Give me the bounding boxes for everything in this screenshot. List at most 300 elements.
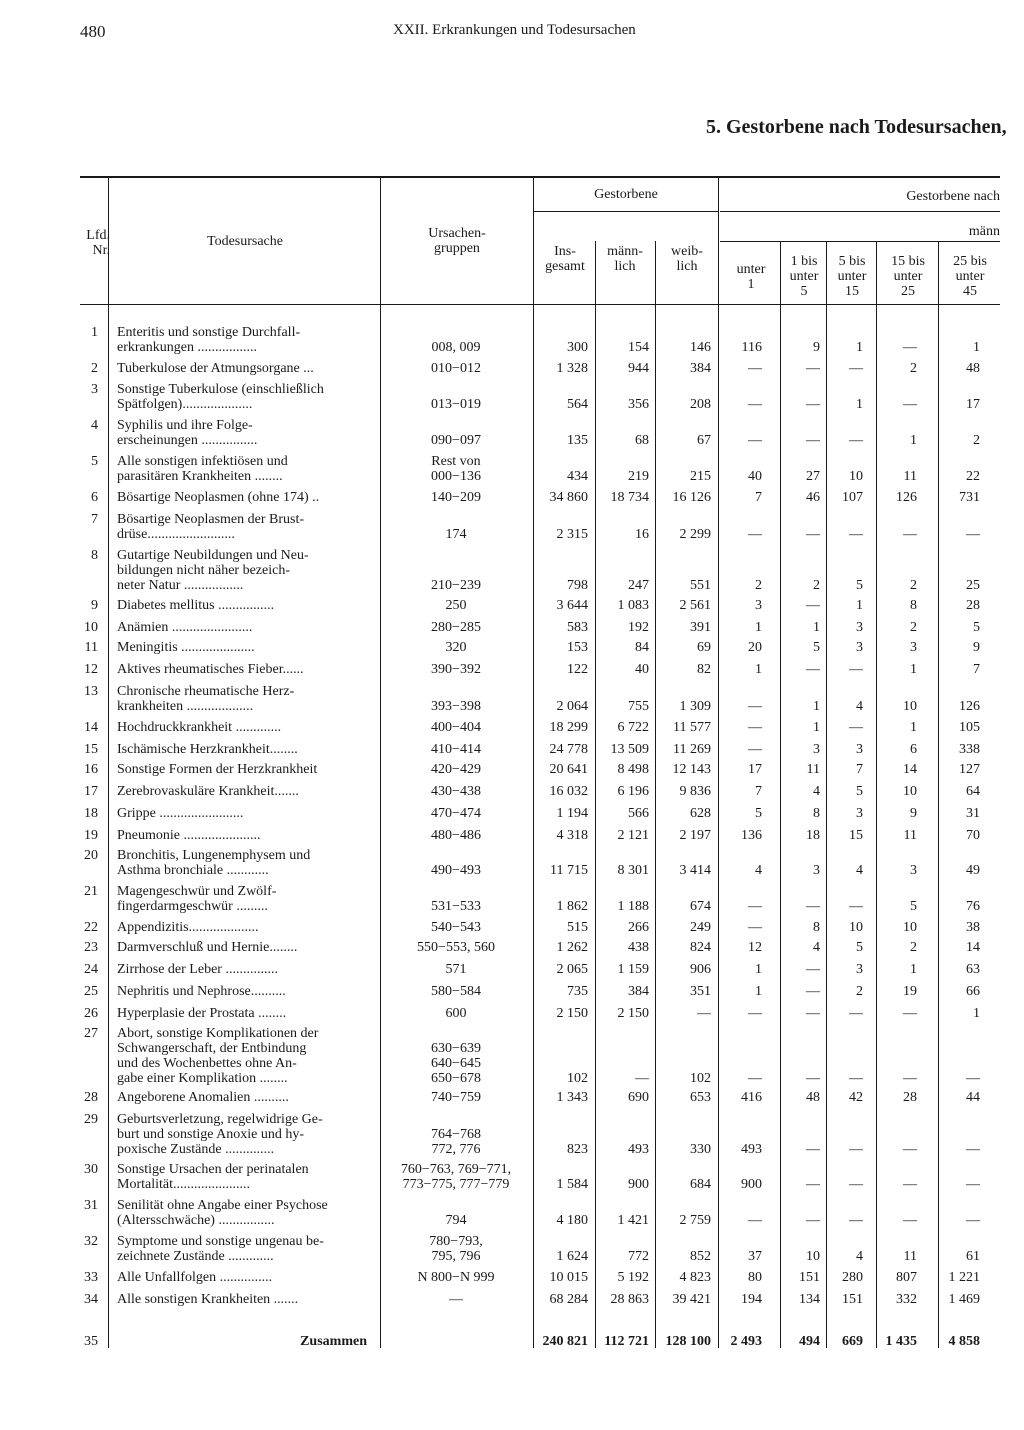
value-cell: 7: [755, 784, 762, 799]
row-number: 7: [91, 512, 98, 527]
cause-group-line: 174: [445, 527, 467, 542]
value-cell: —: [806, 1213, 820, 1228]
cause-group-line: 540−543: [431, 920, 481, 935]
value-cell: 12: [748, 940, 762, 955]
row-number: 12: [84, 662, 98, 677]
value-cell: 126: [959, 699, 980, 714]
cause-group-line: 320: [445, 640, 467, 655]
cause-line: erscheinungen ................: [117, 433, 258, 448]
cause-group-line: 571: [445, 962, 467, 977]
rule-line: [80, 304, 1000, 305]
row-number: 24: [84, 962, 98, 977]
value-cell: 5: [856, 578, 863, 593]
value-cell: 5: [856, 940, 863, 955]
value-cell: —: [806, 1177, 820, 1192]
value-cell: 1 624: [556, 1249, 588, 1264]
cause-group: [386, 578, 526, 593]
value-cell: 391: [690, 620, 711, 635]
cause-line: poxische Zustände ..............: [117, 1142, 275, 1157]
header-age-group: [878, 254, 938, 299]
cause-label: [117, 806, 372, 821]
cause-label: [117, 598, 372, 613]
value-cell: 493: [628, 1142, 649, 1157]
header-gestorbene-nach-line: Gestorbene nach: [906, 189, 1000, 204]
cause-group: [386, 1213, 526, 1228]
cause-label: [117, 1112, 372, 1157]
value-cell: 107: [842, 490, 863, 505]
value-cell: 2: [856, 984, 863, 999]
value-cell: 755: [628, 699, 649, 714]
cause-group: [386, 828, 526, 843]
cause-line: Nephritis und Nephrose..........: [117, 984, 286, 999]
cause-label: [117, 742, 372, 757]
cause-group: [386, 598, 526, 613]
value-cell: 11: [806, 762, 820, 777]
value-cell: 31: [966, 806, 980, 821]
value-cell: —: [748, 433, 762, 448]
value-cell: 11: [903, 469, 917, 484]
value-cell: 1 083: [617, 598, 649, 613]
cause-label: [117, 684, 372, 714]
cause-label: [117, 940, 372, 955]
cause-line: Symptome und sonstige ungenau be-: [117, 1234, 324, 1249]
value-cell: 135: [567, 433, 588, 448]
header-age-group-line: 1: [747, 277, 755, 292]
cause-group-line: 013−019: [431, 397, 481, 412]
value-cell: 824: [690, 940, 711, 955]
cause-label: [117, 828, 372, 843]
cause-label: [117, 1026, 372, 1086]
value-cell: 39 421: [672, 1292, 711, 1307]
cause-line: Grippe ........................: [117, 806, 244, 821]
value-cell: 653: [690, 1090, 711, 1105]
cause-line: und des Wochenbettes ohne An-: [117, 1056, 297, 1071]
cause-group: [386, 1127, 526, 1157]
value-cell: 136: [741, 828, 762, 843]
value-cell: 332: [896, 1292, 917, 1307]
cause-group-line: 090−097: [431, 433, 481, 448]
value-cell: 1 421: [617, 1213, 649, 1228]
row-number: 10: [84, 620, 98, 635]
value-cell: —: [748, 720, 762, 735]
header-age-group-line: unter: [837, 269, 867, 284]
header-age-group: [722, 262, 780, 292]
value-cell: 66: [966, 984, 980, 999]
cause-label: [117, 325, 372, 355]
value-cell: —: [748, 1006, 762, 1021]
value-cell: 69: [697, 640, 711, 655]
value-cell: 154: [628, 340, 649, 355]
value-cell: —: [748, 1213, 762, 1228]
cause-group: [386, 1292, 526, 1307]
value-cell: 2 299: [679, 527, 711, 542]
rule-line: [80, 176, 1000, 178]
row-number: 17: [84, 784, 98, 799]
header-age-group-line: 1 bis: [790, 254, 818, 269]
cause-group: [386, 720, 526, 735]
cause-label: [117, 490, 372, 505]
value-cell: —: [903, 340, 917, 355]
value-cell: 64: [966, 784, 980, 799]
running-head: XXII. Erkrankungen und Todesursachen: [393, 22, 636, 38]
value-cell: 3: [856, 620, 863, 635]
value-cell: —: [849, 1006, 863, 1021]
value-cell: 566: [628, 806, 649, 821]
value-cell: 8 498: [617, 762, 649, 777]
value-cell: —: [966, 1142, 980, 1157]
cause-label: [117, 720, 372, 735]
cause-group-line: 531−533: [431, 899, 481, 914]
value-cell: 2 493: [730, 1334, 762, 1349]
value-cell: 5: [856, 784, 863, 799]
value-cell: 3: [856, 806, 863, 821]
value-cell: 208: [690, 397, 711, 412]
value-cell: —: [903, 1177, 917, 1192]
cause-line: krankheiten ...................: [117, 699, 254, 714]
value-cell: 493: [741, 1142, 762, 1157]
table-title: 5. Gestorbene nach Todesursachen,: [706, 116, 1007, 138]
cause-group: [386, 361, 526, 376]
value-cell: 127: [959, 762, 980, 777]
rule-line: [826, 241, 827, 1348]
cause-line: Sonstige Tuberkulose (einschließlich: [117, 382, 324, 397]
value-cell: 76: [966, 899, 980, 914]
value-cell: 68 284: [549, 1292, 588, 1307]
value-cell: —: [806, 433, 820, 448]
value-cell: 1: [856, 340, 863, 355]
value-cell: 11 269: [673, 742, 711, 757]
value-cell: 3: [910, 640, 917, 655]
value-cell: 22: [966, 469, 980, 484]
value-cell: 280: [842, 1270, 863, 1285]
header-todesursache-line: Todesursache: [207, 234, 283, 249]
cause-line: Hochdruckkrankheit .............: [117, 720, 282, 735]
value-cell: 122: [567, 662, 588, 677]
header-age-group-line: unter: [736, 262, 766, 277]
value-cell: 16 032: [549, 784, 588, 799]
value-cell: 194: [741, 1292, 762, 1307]
value-cell: —: [748, 397, 762, 412]
cause-label: [117, 848, 372, 878]
cause-label: [117, 620, 372, 635]
value-cell: 628: [690, 806, 711, 821]
value-cell: 900: [741, 1177, 762, 1192]
value-cell: —: [849, 527, 863, 542]
value-cell: 4: [856, 699, 863, 714]
cause-line: burt und sonstige Anoxie und hy-: [117, 1127, 305, 1142]
header-age-group-line: 25 bis: [953, 254, 987, 269]
cause-label: [117, 512, 372, 542]
value-cell: 2: [910, 940, 917, 955]
value-cell: —: [806, 984, 820, 999]
header-maenn-line: männ: [968, 224, 1000, 239]
cause-line: Bronchitis, Lungenemphysem und: [117, 848, 311, 863]
row-number: 14: [84, 720, 98, 735]
value-cell: 1: [755, 962, 762, 977]
row-number: 25: [84, 984, 98, 999]
value-cell: —: [966, 527, 980, 542]
value-cell: —: [806, 1142, 820, 1157]
header-age-group-line: 5 bis: [838, 254, 866, 269]
value-cell: 48: [966, 361, 980, 376]
value-cell: —: [966, 1213, 980, 1228]
value-cell: —: [806, 1006, 820, 1021]
value-cell: 5: [910, 899, 917, 914]
value-cell: 9: [910, 806, 917, 821]
value-cell: 2: [755, 578, 762, 593]
value-cell: 4 823: [679, 1270, 711, 1285]
value-cell: 10 015: [549, 1270, 588, 1285]
value-cell: 4: [813, 784, 820, 799]
row-number: 6: [91, 490, 98, 505]
rule-line: [380, 176, 381, 1348]
rule-line: [655, 241, 656, 1348]
header-weiblich-line: weib-: [671, 244, 703, 259]
cause-line: (Altersschwäche) ................: [117, 1213, 275, 1228]
value-cell: 2 759: [679, 1213, 711, 1228]
value-cell: 2 065: [556, 962, 588, 977]
cause-line: Enteritis und sonstige Durchfall-: [117, 325, 301, 340]
cause-line: Spätfolgen)....................: [117, 397, 253, 412]
value-cell: 48: [806, 1090, 820, 1105]
value-cell: 551: [690, 578, 711, 593]
value-cell: 434: [567, 469, 588, 484]
value-cell: 1: [856, 397, 863, 412]
cause-group-line: 490−493: [431, 863, 481, 878]
value-cell: 49: [966, 863, 980, 878]
value-cell: 1: [856, 598, 863, 613]
header-gestorbene-line: Gestorbene: [594, 187, 658, 202]
cause-group: [386, 454, 526, 484]
value-cell: 384: [628, 984, 649, 999]
value-cell: 84: [635, 640, 649, 655]
cause-label: [117, 1090, 372, 1105]
cause-group: [386, 620, 526, 635]
value-cell: 2: [813, 578, 820, 593]
header-age-group-line: 15 bis: [891, 254, 925, 269]
cause-group: [386, 863, 526, 878]
value-cell: 116: [741, 340, 762, 355]
value-cell: 438: [628, 940, 649, 955]
value-cell: —: [806, 962, 820, 977]
value-cell: —: [903, 1213, 917, 1228]
row-number: 26: [84, 1006, 98, 1021]
value-cell: 1 862: [556, 899, 588, 914]
value-cell: 105: [959, 720, 980, 735]
cause-group: [386, 899, 526, 914]
header-age-group-line: 5: [800, 284, 808, 299]
header-lfd-nr: [68, 228, 110, 258]
cause-group-line: 795, 796: [431, 1249, 481, 1264]
value-cell: —: [903, 1142, 917, 1157]
row-number: 8: [91, 548, 98, 563]
value-cell: 900: [628, 1177, 649, 1192]
cause-group: [386, 742, 526, 757]
value-cell: 1: [973, 340, 980, 355]
value-cell: 18 734: [610, 490, 649, 505]
row-number: 4: [91, 418, 98, 433]
value-cell: 731: [959, 490, 980, 505]
value-cell: 14: [966, 940, 980, 955]
value-cell: 515: [567, 920, 588, 935]
value-cell: 690: [628, 1090, 649, 1105]
cause-label: [117, 962, 372, 977]
cause-group-line: N 800−N 999: [417, 1270, 495, 1285]
value-cell: —: [748, 920, 762, 935]
value-cell: 735: [567, 984, 588, 999]
cause-group: [386, 699, 526, 714]
cause-line: zeichnete Zustände .............: [117, 1249, 274, 1264]
cause-group-line: 008, 009: [431, 340, 481, 355]
value-cell: 16: [635, 527, 649, 542]
row-number: 5: [91, 454, 98, 469]
cause-group: [386, 962, 526, 977]
value-cell: 798: [567, 578, 588, 593]
value-cell: 34 860: [549, 490, 588, 505]
cause-group-line: 764−768: [431, 1127, 481, 1142]
value-cell: 3: [755, 598, 762, 613]
value-cell: 63: [966, 962, 980, 977]
value-cell: 9: [973, 640, 980, 655]
value-cell: 674: [690, 899, 711, 914]
value-cell: 4: [856, 1249, 863, 1264]
cause-group-line: 410−414: [431, 742, 481, 757]
row-number: 16: [84, 762, 98, 777]
cause-label: [117, 662, 372, 677]
header-weiblich-line: lich: [676, 259, 698, 274]
rule-line: [534, 211, 718, 212]
value-cell: 1 584: [556, 1177, 588, 1192]
value-cell: —: [748, 899, 762, 914]
value-cell: 44: [966, 1090, 980, 1105]
cause-line: Tuberkulose der Atmungsorgane ...: [117, 361, 314, 376]
value-cell: 564: [567, 397, 588, 412]
value-cell: 46: [806, 490, 820, 505]
cause-label: [117, 1162, 372, 1192]
row-number: 2: [91, 361, 98, 376]
rule-line: [720, 211, 1000, 212]
cause-group-line: 780−793,: [429, 1234, 483, 1249]
value-cell: 2 315: [556, 527, 588, 542]
value-cell: —: [806, 397, 820, 412]
row-number: 20: [84, 848, 98, 863]
row-number: 18: [84, 806, 98, 821]
value-cell: 153: [567, 640, 588, 655]
cause-line: Abort, sonstige Komplikationen der: [117, 1026, 319, 1041]
value-cell: 494: [799, 1334, 820, 1349]
value-cell: —: [903, 1006, 917, 1021]
cause-group: [386, 940, 526, 955]
value-cell: 1: [910, 662, 917, 677]
value-cell: 1: [813, 620, 820, 635]
cause-group-line: 393−398: [431, 699, 481, 714]
cause-group: [386, 433, 526, 448]
value-cell: 112 721: [604, 1334, 649, 1349]
cause-label: [117, 1334, 367, 1349]
value-cell: 24 778: [549, 742, 588, 757]
cause-label: [117, 1292, 372, 1307]
cause-label: [117, 1198, 372, 1228]
header-maenn: [900, 224, 1000, 239]
value-cell: —: [849, 1071, 863, 1086]
value-cell: 9 836: [679, 784, 711, 799]
value-cell: 3: [813, 742, 820, 757]
value-cell: 3 414: [679, 863, 711, 878]
value-cell: 102: [567, 1071, 588, 1086]
value-cell: 807: [896, 1270, 917, 1285]
value-cell: 151: [799, 1270, 820, 1285]
header-insgesamt: [536, 244, 594, 274]
header-insgesamt-line: Ins-: [554, 244, 576, 259]
value-cell: 28 863: [610, 1292, 649, 1307]
cause-group-line: 550−553, 560: [417, 940, 495, 955]
value-cell: 12 143: [672, 762, 711, 777]
rule-line: [720, 241, 1000, 242]
cause-group: [386, 640, 526, 655]
cause-group-line: 760−763, 769−771,: [400, 1162, 512, 1177]
row-number: 9: [91, 598, 98, 613]
value-cell: —: [903, 1071, 917, 1086]
cause-group: [386, 762, 526, 777]
cause-group: [386, 397, 526, 412]
cause-label: [117, 1270, 372, 1285]
value-cell: 10: [903, 699, 917, 714]
value-cell: 1: [755, 620, 762, 635]
value-cell: 5: [813, 640, 820, 655]
value-cell: —: [748, 742, 762, 757]
value-cell: 3: [813, 863, 820, 878]
value-cell: —: [849, 1142, 863, 1157]
value-cell: 7: [856, 762, 863, 777]
row-number: 33: [84, 1270, 98, 1285]
value-cell: 823: [567, 1142, 588, 1157]
value-cell: 4 180: [556, 1213, 588, 1228]
value-cell: 126: [896, 490, 917, 505]
cause-group-line: 640−645: [431, 1056, 481, 1071]
cause-line: Angeborene Anomalien ..........: [117, 1090, 289, 1105]
value-cell: 772: [628, 1249, 649, 1264]
cause-group-line: 430−438: [431, 784, 481, 799]
value-cell: —: [903, 397, 917, 412]
cause-line: Appendizitis....................: [117, 920, 259, 935]
value-cell: 11: [903, 828, 917, 843]
header-age-group-line: 45: [963, 284, 977, 299]
value-cell: —: [849, 1177, 863, 1192]
value-cell: 37: [748, 1249, 762, 1264]
value-cell: 1 262: [556, 940, 588, 955]
cause-line: parasitären Krankheiten ........: [117, 469, 283, 484]
cause-label: [117, 361, 372, 376]
value-cell: 8: [910, 598, 917, 613]
value-cell: —: [806, 527, 820, 542]
value-cell: 192: [628, 620, 649, 635]
page-number: 480: [80, 22, 106, 41]
value-cell: 356: [628, 397, 649, 412]
value-cell: 15: [849, 828, 863, 843]
cause-group: [386, 1006, 526, 1021]
cause-line: gabe einer Komplikation ........: [117, 1071, 288, 1086]
value-cell: 9: [813, 340, 820, 355]
cause-line: Magengeschwür und Zwölf-: [117, 884, 277, 899]
value-cell: 2: [910, 361, 917, 376]
cause-line: Zerebrovaskuläre Krankheit.......: [117, 784, 299, 799]
header-ursachengruppen-line: gruppen: [434, 241, 480, 256]
value-cell: 16 126: [672, 490, 711, 505]
cause-line: bildungen nicht näher bezeich-: [117, 563, 290, 578]
header-maennlich-line: männ-: [607, 244, 643, 259]
value-cell: —: [966, 1071, 980, 1086]
cause-line: Diabetes mellitus ................: [117, 598, 275, 613]
